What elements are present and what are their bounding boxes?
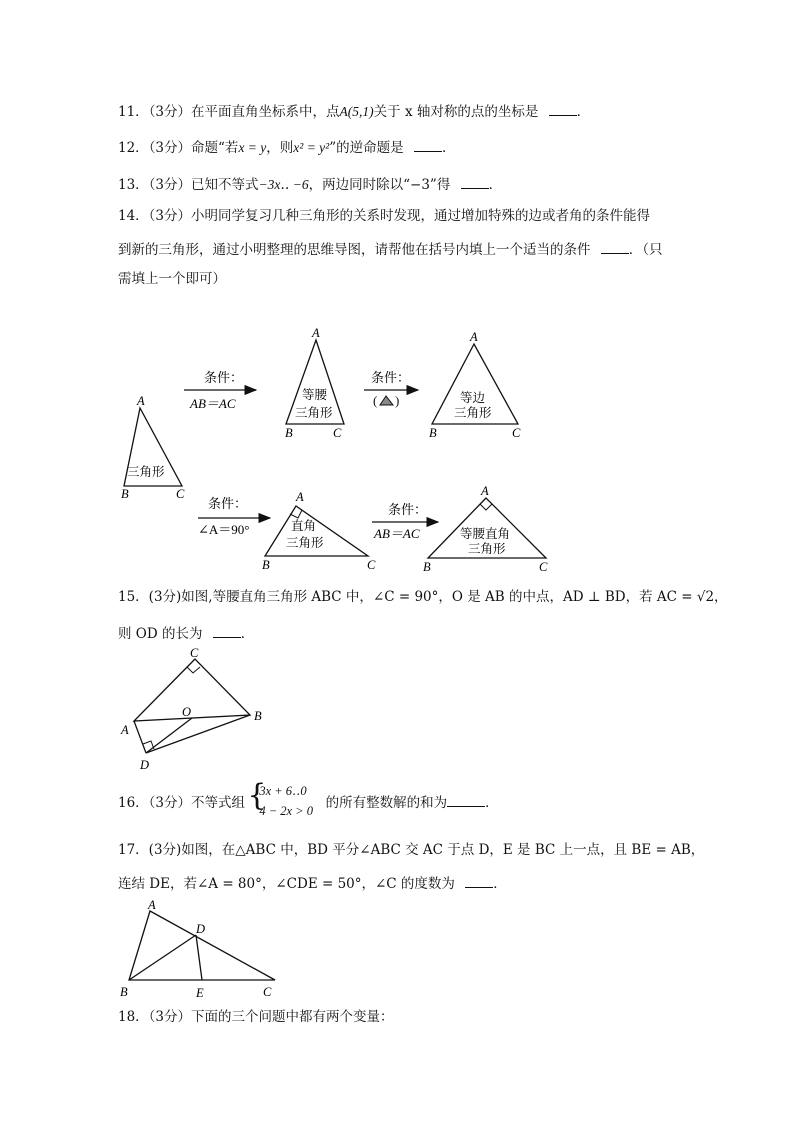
question-number: 13．	[118, 177, 149, 193]
question-text: 已知不等式	[191, 177, 259, 193]
point-label: B	[120, 985, 128, 999]
vertex-label: B	[262, 558, 270, 572]
question-text: 16．（3分）不等式组	[118, 795, 246, 811]
question-text: ”的逆命题是	[329, 140, 404, 156]
period: ．	[485, 795, 499, 811]
condition-ab-ac: AB＝AC	[190, 396, 236, 411]
condition-label: 条件：	[204, 371, 244, 386]
question-text: ，则	[266, 140, 294, 156]
triangle-icon	[380, 396, 393, 405]
period: ．	[493, 876, 507, 892]
vertex-label: A	[312, 326, 320, 340]
svg-text:): )	[395, 393, 400, 408]
math-expression: A(5,1)	[339, 104, 374, 119]
condition-label: 条件：	[371, 371, 411, 386]
answer-blank[interactable]	[447, 795, 485, 807]
inequality-system	[247, 778, 321, 818]
vertex-label: C	[539, 560, 548, 574]
condition-label: 条件：	[388, 503, 428, 518]
question-number: 11．	[118, 104, 149, 120]
answer-blank[interactable]	[465, 876, 493, 888]
vertex-label: C	[367, 558, 376, 572]
point-label: D	[140, 758, 150, 772]
period: ．	[240, 626, 255, 642]
triangle-name: 三角形	[286, 535, 324, 550]
question-14-line-3: 需填上一个即可）	[118, 271, 226, 287]
condition-ab-ac: AB＝AC	[374, 526, 420, 541]
triangle-name: 等腰直角	[460, 526, 511, 541]
triangle-name: 三角形	[295, 405, 333, 420]
question-15-line-1: 15．(3分)如图,等腰直角三角形 ABC 中，∠C = 90°，O 是 AB 的中点，AD ⊥ BD，若 AC = √2，	[118, 589, 728, 605]
points: （3分）	[148, 177, 192, 193]
triangle-name: 三角形	[127, 464, 165, 479]
math-expression: x = y	[238, 140, 267, 155]
vertex-label: B	[429, 426, 437, 440]
question-18: 18．（3分）下面的三个问题中都有两个变量：	[118, 1009, 394, 1025]
question-15-line-2	[118, 626, 254, 642]
point-label: O	[182, 705, 192, 719]
vertex-label: A	[137, 394, 145, 408]
question-text: 连结 DE，若∠A = 80°，∠CDE = 50°，∠C 的度数为	[118, 876, 455, 892]
period: ．	[441, 140, 456, 156]
triangle-name: 三角形	[468, 541, 506, 556]
question-text: 的所有整数解的和为	[325, 795, 448, 811]
question-text: ，两边同时除以“−3”得	[308, 177, 451, 193]
point-label: E	[196, 986, 204, 1000]
question-17-line-1: 17．(3分)如图，在△ABC 中，BD 平分∠ABC 交 AC 于点 D，E 是 BC 上一点，且 BE = AB，	[118, 842, 705, 858]
question-text: 关于 x 轴对称的点的坐标是	[373, 104, 539, 120]
vertex-label: B	[285, 426, 293, 440]
points: （3分）	[148, 104, 192, 120]
vertex-label: A	[470, 330, 478, 344]
q17-figure	[110, 895, 290, 1005]
question-text: 在平面直角坐标系中，点	[191, 104, 340, 120]
triangle-name: 等边	[460, 390, 486, 405]
triangle-name: 三角形	[454, 405, 492, 420]
vertex-label: C	[176, 487, 185, 501]
question-number: 12．	[118, 140, 149, 156]
points: （3分）	[148, 140, 192, 156]
question-text: 则 OD 的长为	[118, 626, 203, 642]
point-label: D	[196, 922, 206, 936]
period: ．	[488, 177, 503, 193]
inequality-row: 3x + 6‥0	[259, 784, 307, 798]
answer-blank[interactable]	[213, 626, 241, 638]
point-label: C	[190, 646, 199, 660]
question-16	[118, 778, 499, 818]
point-label: A	[148, 898, 156, 912]
svg-text:(: (	[373, 393, 378, 408]
question-17-line-2	[118, 876, 507, 892]
inequality-row: 4 − 2x > 0	[259, 804, 313, 818]
right-angle-mark	[480, 504, 492, 510]
q15-figure	[110, 645, 280, 775]
triangle-name: 等腰	[302, 387, 328, 402]
math-expression: x² = y²	[293, 140, 330, 155]
blank-condition-slot[interactable]	[373, 393, 399, 408]
math-expression: −3x‥ −6	[258, 177, 309, 192]
condition-label: 条件：	[208, 497, 248, 512]
question-text: 到新的三角形，通过小明整理的思维导图，请帮他在括号内填上一个适当的条件	[118, 242, 591, 258]
vertex-label: A	[296, 490, 304, 504]
question-14-line-1: 14．（3分）小明同学复习几种三角形的关系时发现，通过增加特殊的边或者角的条件能得	[118, 208, 651, 224]
period: ．	[576, 104, 591, 120]
question-text: ．（只	[628, 242, 663, 258]
point-label: A	[121, 723, 129, 737]
question-text: 命题“若	[191, 140, 239, 156]
point-label: C	[263, 985, 272, 999]
point-label: B	[254, 709, 262, 723]
vertex-label: C	[512, 426, 521, 440]
vertex-label: A	[481, 484, 489, 498]
condition-a-90: ∠A＝90°	[198, 522, 250, 537]
vertex-label: B	[423, 560, 431, 574]
triangle-name: 直角	[291, 518, 317, 533]
vertex-label: B	[121, 487, 129, 501]
brace-icon: {	[247, 778, 267, 813]
vertex-label: C	[333, 426, 342, 440]
